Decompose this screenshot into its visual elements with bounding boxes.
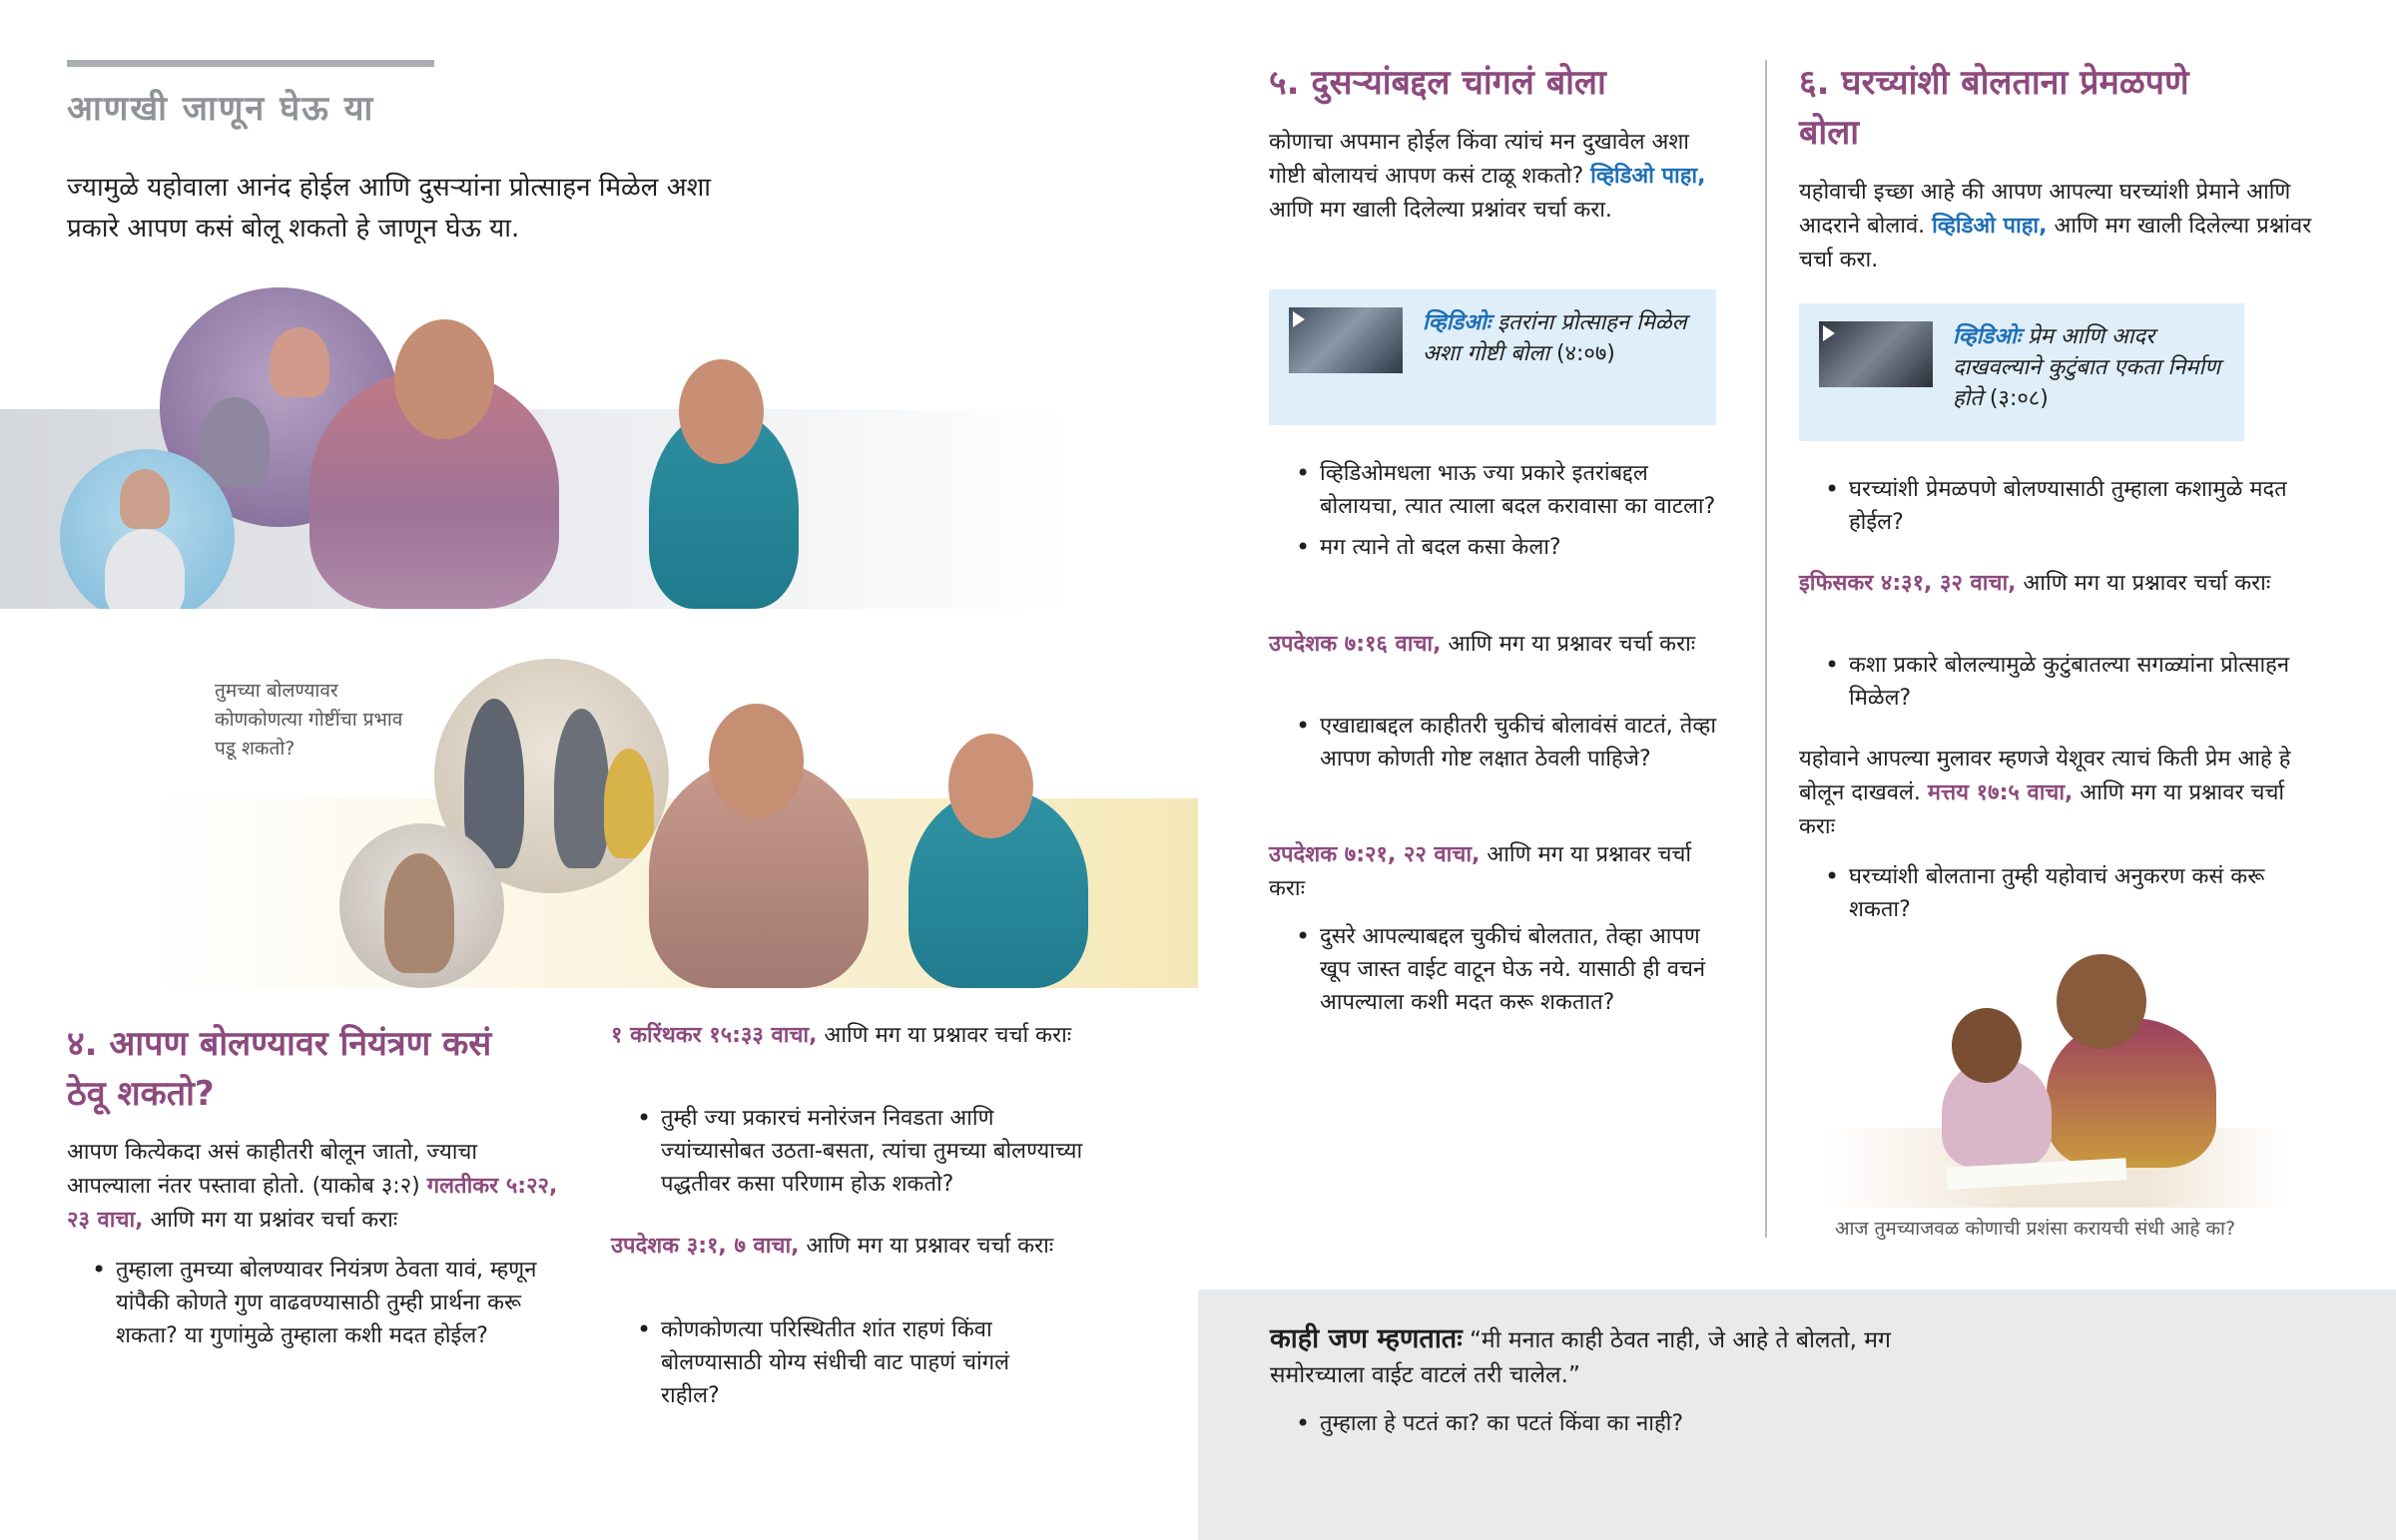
video-title-block[interactable] bbox=[1953, 321, 2224, 414]
section-6-paragraph bbox=[1799, 176, 2318, 277]
ref-1-after: आणि मग या प्रश्नावर चर्चा कराः bbox=[1448, 632, 1696, 657]
mother bbox=[2047, 1018, 2216, 1168]
watch-video-link[interactable]: व्हिडिओ पाहा, bbox=[1590, 164, 1706, 189]
section-5-heading: ५. दुसऱ्यांबद्दल चांगलं बोला bbox=[1269, 63, 1606, 103]
some-say-text bbox=[1270, 1321, 1989, 1393]
section-6-text-2-after: आणि मग या प्रश्नावर चर्चा कराः bbox=[1799, 780, 2285, 839]
video-thumbnail[interactable] bbox=[1289, 307, 1403, 373]
illustration-mother-child bbox=[1827, 948, 2286, 1208]
question-item: • घरच्यांशी बोलताना तुम्ही यहोवाचं अनुकरण कसं करू शकता? bbox=[1823, 860, 2312, 926]
question-item: • व्हिडिओमधला भाऊ ज्या प्रकारे इतरांबद्दल बोलायचा, त्यात त्याला बदल करावासा का वाटला? bbox=[1294, 457, 1723, 523]
section-4-ref-2 bbox=[611, 1019, 1080, 1053]
section-4-paragraph bbox=[67, 1136, 566, 1238]
some-say-label: काही जण म्हणतातः bbox=[1270, 1323, 1463, 1354]
video-label: व्हिडिओः bbox=[1953, 324, 2022, 349]
section-5-ref-1 bbox=[1269, 628, 1708, 662]
column-divider bbox=[1765, 60, 1767, 1238]
video-duration: (४:०७) bbox=[1555, 341, 1615, 366]
video-card-encourage[interactable] bbox=[1269, 289, 1716, 425]
some-say-panel bbox=[1198, 1289, 2396, 1540]
question-item: • घरच्यांशी प्रेमळपणे बोलण्यासाठी तुम्हाला कशामुळे मदत होईल? bbox=[1823, 473, 2312, 539]
video-title-block[interactable] bbox=[1423, 307, 1696, 369]
illustration-caption: तुमच्या बोलण्यावर कोणकोणत्या गोष्टींचा प्रभाव पडू शकतो? bbox=[215, 680, 403, 760]
section-5-questions-3 bbox=[1294, 920, 1723, 1027]
section-4-questions bbox=[90, 1254, 559, 1360]
some-say-quote: “मी मनात काही ठेवत नाही, जे आहे ते बोलतो, मग समोरच्याला वाईट वाटलं तरी चालेल.” bbox=[1270, 1327, 1891, 1388]
intro-lead: ज्यामुळे यहोवाला आनंद होईल आणि दुसऱ्यांना प्रोत्साहन मिळेल अशा प्रकारे आपण कसं बोलू शकतो हे जाणून घेऊ या. bbox=[67, 173, 711, 244]
section-6-text: यहोवाची इच्छा आहे की आपण आपल्या घरच्यांशी प्रेमाने आणि आदराने बोलावं. bbox=[1799, 180, 2291, 239]
page-title: आणखी जाणून घेऊ या bbox=[67, 89, 375, 129]
section-4-questions-3 bbox=[635, 1313, 1074, 1420]
question-item: • मग त्याने तो बदल कसा केला? bbox=[1294, 531, 1723, 564]
reading-circle bbox=[339, 823, 504, 988]
watch-video-link[interactable]: व्हिडिओ पाहा, bbox=[1932, 214, 2048, 239]
section-6-ref-1 bbox=[1799, 567, 2318, 601]
video-card-family[interactable] bbox=[1799, 303, 2244, 441]
question-item: • तुम्हाला तुमच्या बोलण्यावर नियंत्रण ठेवता यावं, म्हणून यांपैकी कोणते गुण वाढवण्यासाठी तुम्ही प्रार्थना करू शकता? या गुणांमुळे तुम्हाला कशी मदत होईल? bbox=[90, 1254, 559, 1352]
section-5-questions bbox=[1294, 457, 1723, 572]
section-6-questions-3 bbox=[1823, 860, 2312, 934]
section-4-text: आपण कित्येकदा असं काहीतरी बोलून जातो, ज्याचा आपल्याला नंतर पस्तावा होतो. (याकोब ३:२) bbox=[67, 1140, 478, 1199]
illustration-argument bbox=[0, 279, 1068, 609]
question-item: • तुम्हाला हे पटतं का? का पटतं किंवा का नाही? bbox=[1294, 1407, 1993, 1440]
section-4-ref-3 bbox=[611, 1230, 1080, 1264]
play-icon bbox=[1823, 325, 1835, 341]
top-rule bbox=[67, 60, 434, 67]
question-item: • कशा प्रकारे बोलल्यामुळे कुटुंबातल्या सगळ्यांना प्रोत्साहन मिळेल? bbox=[1823, 649, 2312, 715]
section-6-heading: ६. घरच्यांशी बोलताना प्रेमळपणे बोला bbox=[1799, 63, 2189, 153]
section-4-text-after: आणि मग या प्रश्नांवर चर्चा कराः bbox=[150, 1208, 398, 1233]
section-6-text-after: आणि मग खाली दिलेल्या प्रश्नांवर चर्चा करा. bbox=[1799, 214, 2312, 272]
scripture-link-galatians[interactable]: गलतीकर ५:२२, २३ वाचा, bbox=[67, 1174, 558, 1233]
section-5-text-after: आणि मग खाली दिलेल्या प्रश्नांवर चर्चा करा. bbox=[1269, 198, 1612, 223]
section-5-ref-2 bbox=[1269, 838, 1708, 906]
section-6-text-2: यहोवाने आपल्या मुलावर म्हणजे येशूवर त्याचं किती प्रेम आहे हे बोलून दाखवलं. bbox=[1799, 747, 2291, 805]
scripture-link-ecclesiastes-3[interactable]: उपदेशक ३:१, ७ वाचा, bbox=[611, 1234, 800, 1259]
scripture-link-ecclesiastes-7-16[interactable]: उपदेशक ७:१६ वाचा, bbox=[1269, 632, 1442, 657]
scripture-link-ecclesiastes-7-21[interactable]: उपदेशक ७:२१, २२ वाचा, bbox=[1269, 842, 1481, 867]
video-title: प्रेम आणि आदर दाखवल्याने कुटुंबात एकता निर्माण होते bbox=[1953, 324, 2221, 411]
question-item: • तुम्ही ज्या प्रकारचं मनोरंजन निवडता आणि ज्यांच्यासोबत उठता-बसता, त्यांचा तुमच्या बोलण्याच्या पद्धतीवर कसा परिणाम होऊ शकतो? bbox=[635, 1102, 1104, 1201]
ref-2-after: आणि मग या प्रश्नावर चर्चा कराः bbox=[824, 1023, 1072, 1048]
section-4-heading: ४. आपण बोलण्यावर नियंत्रण कसं ठेवू शकतो? bbox=[67, 1024, 492, 1114]
question-item: • दुसरे आपल्याबद्दल चुकीचं बोलतात, तेव्हा आपण खूप जास्त वाईट वाटून घेऊ नये. यासाठी ही वचनं आपल्याला कशी मदत करू शकतात? bbox=[1294, 920, 1723, 1019]
section-5-text: कोणाचा अपमान होईल किंवा त्यांचं मन दुखावेल अशा गोष्टी बोलायचं आपण कसं टाळू शकतो? bbox=[1269, 130, 1689, 189]
video-thumbnail[interactable] bbox=[1819, 321, 1933, 387]
section-5-questions-2 bbox=[1294, 710, 1723, 783]
section-6-questions-2 bbox=[1823, 649, 2312, 723]
video-label: व्हिडिओः bbox=[1423, 310, 1492, 335]
illustration-calm-talk bbox=[150, 649, 1198, 988]
scripture-link-1-corinthians[interactable]: १ करिंथकर १५:३३ वाचा, bbox=[611, 1023, 818, 1048]
section-4-questions-2 bbox=[635, 1102, 1104, 1209]
illustration-caption-family: आज तुमच्याजवळ कोणाची प्रशंसा करायची संधी आहे का? bbox=[1835, 1218, 2236, 1240]
section-6-questions bbox=[1823, 473, 2312, 547]
ref-2-after: आणि मग या प्रश्नावर चर्चा कराः bbox=[1269, 842, 1692, 901]
scripture-link-ephesians[interactable]: इफिसकर ४:३१, ३२ वाचा, bbox=[1799, 571, 2017, 596]
scripture-link-matthew[interactable]: मत्तय १७:५ वाचा, bbox=[1927, 780, 2074, 805]
some-say-questions bbox=[1294, 1407, 1993, 1448]
ref-1-after: आणि मग या प्रश्नावर चर्चा कराः bbox=[2023, 571, 2271, 596]
section-5-paragraph bbox=[1269, 126, 1708, 228]
video-duration: (३:०८) bbox=[1989, 386, 2049, 411]
question-item: • एखाद्याबद्दल काहीतरी चुकीचं बोलावंसं वाटतं, तेव्हा आपण कोणती गोष्ट लक्षात ठेवली पाहिजे? bbox=[1294, 710, 1723, 775]
section-6-paragraph-2 bbox=[1799, 743, 2318, 844]
play-icon bbox=[1293, 311, 1305, 327]
video-title: इतरांना प्रोत्साहन मिळेल अशा गोष्टी बोला bbox=[1423, 310, 1687, 366]
question-item: • कोणकोणत्या परिस्थितीत शांत राहणं किंवा बोलण्यासाठी योग्य संधीची वाट पाहणं चांगलं राहील? bbox=[635, 1313, 1074, 1412]
ref-3-after: आणि मग या प्रश्नावर चर्चा कराः bbox=[806, 1234, 1054, 1259]
